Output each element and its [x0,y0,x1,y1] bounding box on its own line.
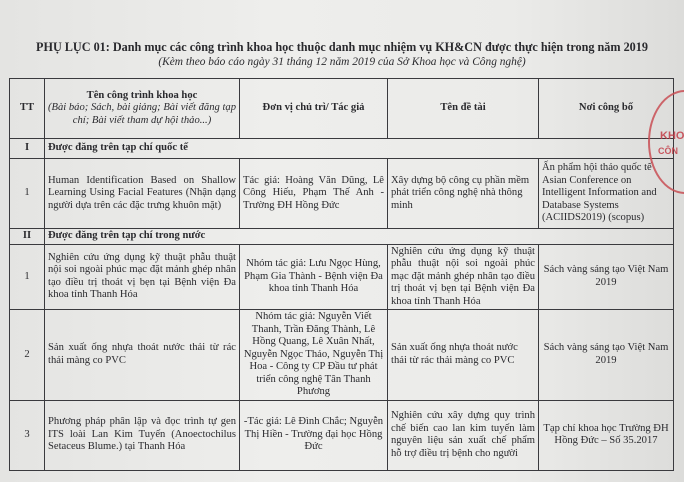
row-work-name: Sản xuất ống nhựa thoát nước thải từ rác thải màng co PVC [45,310,240,401]
header-name-note: (Bài báo; Sách, bài giảng; Bài viết đăng tạp chí; Bài viết tham dự hội thảo...) [48,102,237,126]
row-number: 2 [10,310,45,401]
row-number: 1 [10,159,45,229]
header-name [45,79,240,139]
row-topic: Nghiên cứu xây dựng quy trình chế biến cao lan kim tuyến làm nguyên liệu sản xuất chế phẩm hỗ trợ điều trị bệnh cho người [388,400,539,470]
row-work-name: Nghiên cứu ứng dụng kỹ thuật phẫu thuật nội soi ngoài phúc mạc đặt mảnh ghép nhân tạo điều trị thoát vị bẹn tại Bệnh viện Đa khoa tỉnh Thanh Hóa [45,244,240,310]
table-row [10,159,674,229]
section-row-international [10,139,674,159]
document-title: PHỤ LỤC 01: Danh mục các công trình khoa học thuộc danh mục nhiệm vụ KH&CN được thực hiện trong năm 2019 [36,40,648,54]
row-number: 1 [10,244,45,310]
row-topic: Xây dựng bộ công cụ phần mềm phát triển công nghệ nhà thông minh [388,159,539,229]
header-name-title: Tên công trình khoa học [86,89,198,101]
section-title: Được đăng trên tạp chí trong nước [45,229,674,245]
row-publish: Tạp chí khoa học Trường ĐH Hồng Đức – Số 35.2017 [539,400,674,470]
table-row [10,244,674,310]
table-row [10,400,674,470]
header-tt: TT [10,79,45,139]
table-row [10,310,674,401]
row-number: 3 [10,400,45,470]
row-work-name: Phương pháp phân lập và đọc trình tự gen ITS loài Lan Kim Tuyến (Anoectochilus Setaceus Blume.) tại Thanh Hóa [45,400,240,470]
row-publish: Sách vàng sáng tạo Việt Nam 2019 [539,244,674,310]
row-topic: Sản xuất ống nhựa thoát nước thải từ rác thải màng co PVC [388,310,539,401]
row-unit: Nhóm tác giả: Lưu Ngọc Hùng, Phạm Gia Thành - Bệnh viện Đa khoa tỉnh Thanh Hóa [240,244,388,310]
row-unit: Tác giả: Hoàng Văn Dũng, Lê Công Hiếu, Phạm Thế Anh -Trường ĐH Hồng Đức [240,159,388,229]
stamp-text-line1: KHO [660,130,684,142]
header-topic: Tên đề tài [388,79,539,139]
row-unit: -Tác giả: Lê Đình Chắc; Nguyễn Thị Hiền - Trường đại học Hồng Đức [240,400,388,470]
row-topic: Nghiên cứu ứng dụng kỹ thuật phẫu thuật nội soi ngoài phúc mạc đặt mảnh ghép nhân tạo điều trị thoát vị bẹn tại Bệnh viện Đa khoa tỉnh Thanh Hóa [388,244,539,310]
section-number: II [10,229,45,245]
header-unit: Đơn vị chủ trì/ Tác giả [240,79,388,139]
row-work-name: Human Identification Based on Shallow Learning Using Facial Features (Nhận dạng người dựa trên các đặc trưng khuôn mặt) [45,159,240,229]
header-publish: Nơi công bố [539,79,674,139]
section-title: Được đăng trên tạp chí quốc tế [45,139,674,159]
row-unit: Nhóm tác giả: Nguyễn Viết Thanh, Trần Đăng Thành, Lê Hồng Quang, Lê Xuân Nhất, Nguyễn Ngọc Thảo, Nguyễn Thị Hoa - Công ty CP Đầu tư phát triển công nghệ Tân Thanh Phương [240,310,388,401]
row-publish: Sách vàng sáng tạo Việt Nam 2019 [539,310,674,401]
research-table [9,78,674,471]
stamp-text-line2: CÔN [658,146,678,156]
document-subtitle: (Kèm theo báo cáo ngày 31 tháng 12 năm 2019 của Sở Khoa học và Công nghệ) [158,56,526,68]
row-publish: Ấn phẩm hội thảo quốc tế Asian Conference on Intelligent Information and Database Systems (ACIIDS2019) (scopus) [539,159,674,229]
section-number: I [10,139,45,159]
table-header-row [10,79,674,139]
section-row-domestic [10,229,674,245]
